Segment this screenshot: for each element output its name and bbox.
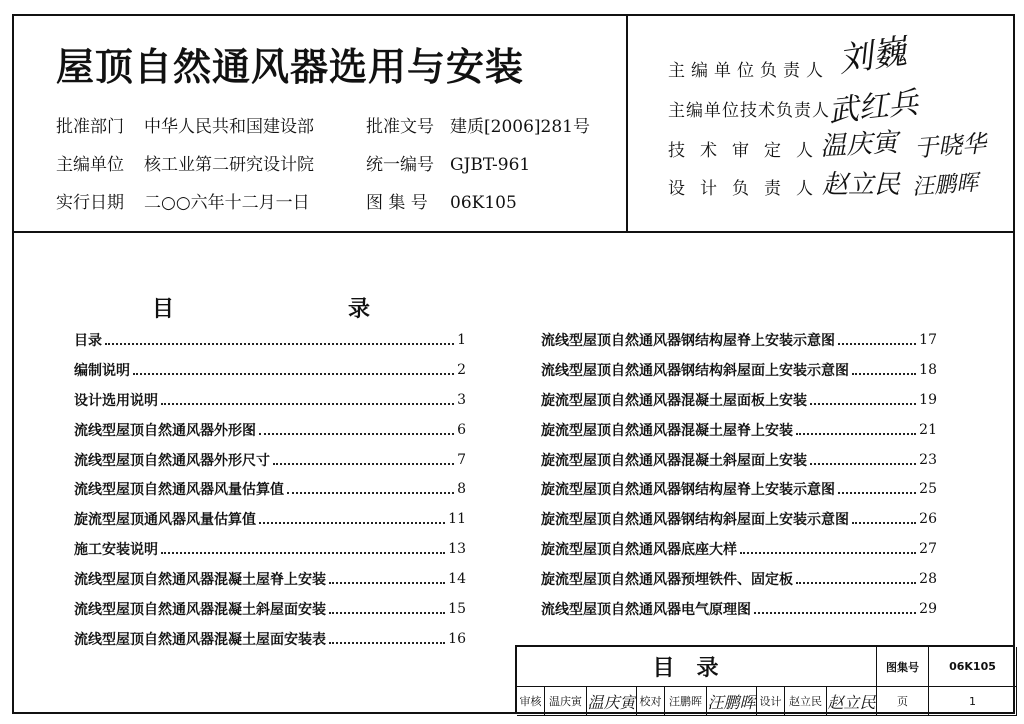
toc-leader-dots bbox=[273, 463, 454, 465]
info-label: 批准文号 bbox=[366, 117, 434, 137]
toc-item[interactable] bbox=[541, 445, 937, 475]
toc-leader-dots bbox=[810, 403, 916, 405]
toc-item[interactable] bbox=[74, 385, 466, 415]
toc-leader-dots bbox=[852, 373, 916, 375]
toc-leader-dots bbox=[105, 343, 454, 345]
toc-item-title: 流线型屋顶自然通风器混凝土屋面安装表 bbox=[74, 631, 326, 648]
toc-item-page: 8 bbox=[457, 481, 466, 498]
toc-item[interactable] bbox=[74, 415, 466, 445]
title-block-check-name: 汪鹏晖 bbox=[665, 687, 707, 716]
title-block-page-label: 页 bbox=[877, 687, 929, 716]
toc-item[interactable] bbox=[541, 534, 937, 564]
toc-item-title: 编制说明 bbox=[74, 362, 130, 379]
signature-role: 主编单位负责人 bbox=[668, 61, 829, 81]
title-block-review-name: 温庆寅 bbox=[545, 687, 587, 716]
handwritten-signature: 于晓华 bbox=[913, 129, 988, 163]
toc-item-page: 3 bbox=[457, 391, 466, 408]
toc-leader-dots bbox=[161, 552, 445, 554]
signature-row bbox=[668, 56, 829, 81]
toc-leader-dots bbox=[287, 492, 454, 494]
document-title: 屋顶自然通风器选用与安装 bbox=[56, 45, 525, 89]
title-block-design-label: 设计 bbox=[757, 687, 785, 716]
toc-item[interactable] bbox=[541, 385, 937, 415]
toc-item[interactable] bbox=[74, 564, 466, 594]
title-block-check-label: 校对 bbox=[637, 687, 665, 716]
toc-item[interactable] bbox=[74, 325, 466, 355]
toc-item-title: 流线型屋顶自然通风器混凝土斜屋面安装 bbox=[74, 601, 326, 618]
toc-item-title: 流线型屋顶自然通风器混凝土屋脊上安装 bbox=[74, 572, 326, 589]
toc-item-page: 7 bbox=[457, 451, 466, 468]
title-block-atlas-label: 图集号 bbox=[877, 647, 929, 687]
toc-leader-dots bbox=[740, 552, 916, 554]
toc-list-right bbox=[541, 325, 937, 624]
toc-leader-dots bbox=[754, 612, 916, 614]
signature-role: 主编单位技术负责人 bbox=[668, 101, 830, 121]
info-approval-dept bbox=[56, 112, 314, 137]
info-value: 二○○六年十二月一日 bbox=[144, 193, 310, 213]
title-block-drawing-title: 目录 bbox=[517, 647, 877, 687]
toc-item-page: 29 bbox=[919, 600, 937, 617]
handwritten-signature: 赵立民 bbox=[822, 170, 901, 200]
toc-item[interactable] bbox=[74, 474, 466, 504]
title-block-review-label: 审核 bbox=[517, 687, 545, 716]
signature-row bbox=[668, 96, 830, 121]
toc-leader-dots bbox=[838, 492, 916, 494]
info-label: 图 集 号 bbox=[366, 193, 428, 213]
toc-leader-dots bbox=[838, 343, 916, 345]
info-value: 06K105 bbox=[450, 193, 517, 213]
signature-role: 技术审定人 bbox=[668, 141, 828, 161]
toc-item-title: 旋流型屋顶自然通风器钢结构斜屋面上安装示意图 bbox=[541, 512, 849, 529]
toc-item[interactable] bbox=[541, 594, 937, 624]
signature-role: 设计负责人 bbox=[668, 179, 828, 199]
toc-heading-left: 目 bbox=[152, 296, 175, 322]
toc-leader-dots bbox=[161, 403, 454, 405]
toc-item-title: 流线型屋顶自然通风器钢结构斜屋面上安装示意图 bbox=[541, 362, 849, 379]
toc-leader-dots bbox=[259, 522, 445, 524]
toc-leader-dots bbox=[796, 433, 916, 435]
handwritten-signature: 温庆寅 bbox=[819, 127, 899, 163]
toc-item-title: 旋流型屋顶自然通风器底座大样 bbox=[541, 542, 737, 559]
toc-item[interactable] bbox=[74, 624, 466, 654]
title-block-check-signature: 汪鹏晖 bbox=[707, 687, 757, 716]
info-approval-doc-no bbox=[366, 112, 590, 137]
toc-item[interactable] bbox=[74, 355, 466, 385]
header-vertical-divider bbox=[626, 14, 628, 232]
toc-item[interactable] bbox=[541, 504, 937, 534]
title-block-design-signature: 赵立民 bbox=[827, 687, 877, 716]
toc-item[interactable] bbox=[541, 355, 937, 385]
toc-leader-dots bbox=[259, 433, 454, 435]
info-label: 统一编号 bbox=[366, 155, 434, 175]
toc-leader-dots bbox=[810, 463, 916, 465]
toc-item-page: 16 bbox=[448, 630, 466, 647]
title-block bbox=[515, 645, 1015, 714]
toc-item-page: 14 bbox=[448, 571, 466, 588]
toc-item-page: 28 bbox=[919, 571, 937, 588]
toc-leader-dots bbox=[133, 373, 454, 375]
toc-item-page: 21 bbox=[919, 421, 937, 438]
toc-item-page: 17 bbox=[919, 331, 937, 348]
toc-item-page: 13 bbox=[448, 541, 466, 558]
info-unified-no bbox=[366, 150, 530, 175]
toc-leader-dots bbox=[329, 642, 445, 644]
toc-item[interactable] bbox=[74, 534, 466, 564]
toc-item[interactable] bbox=[541, 325, 937, 355]
info-value: GJBT-961 bbox=[450, 155, 531, 175]
handwritten-signature: 武红兵 bbox=[826, 85, 920, 130]
toc-item-title: 流线型屋顶自然通风器风量估算值 bbox=[74, 482, 284, 499]
toc-item-page: 26 bbox=[919, 511, 937, 528]
info-value: 建质[2006]281号 bbox=[450, 117, 590, 137]
header-divider bbox=[12, 231, 1015, 233]
handwritten-signature: 刘巍 bbox=[836, 31, 909, 81]
signature-row bbox=[668, 174, 828, 199]
info-editor-unit bbox=[56, 150, 314, 175]
signature-row bbox=[668, 136, 828, 161]
toc-item-title: 流线型屋顶自然通风器外形图 bbox=[74, 422, 256, 439]
toc-item-page: 27 bbox=[919, 541, 937, 558]
toc-item-title: 流线型屋顶自然通风器电气原理图 bbox=[541, 601, 751, 618]
toc-item-title: 旋流型屋顶通风器风量估算值 bbox=[74, 512, 256, 529]
toc-item-title: 目录 bbox=[74, 332, 102, 349]
info-label: 主编单位 bbox=[56, 155, 124, 175]
toc-item-page: 23 bbox=[919, 451, 937, 468]
toc-item[interactable] bbox=[541, 415, 937, 445]
toc-item-title: 旋流型屋顶自然通风器预埋铁件、固定板 bbox=[541, 572, 793, 589]
info-value: 中华人民共和国建设部 bbox=[144, 117, 314, 137]
info-effective-date bbox=[56, 188, 310, 213]
title-block-atlas-value: 06K105 bbox=[929, 647, 1017, 687]
toc-item[interactable] bbox=[541, 474, 937, 504]
toc-item-page: 15 bbox=[448, 600, 466, 617]
toc-item[interactable] bbox=[74, 594, 466, 624]
info-atlas-no bbox=[366, 188, 517, 213]
toc-item[interactable] bbox=[74, 504, 466, 534]
title-block-design-name: 赵立民 bbox=[785, 687, 827, 716]
handwritten-signature: 汪鹏晖 bbox=[911, 170, 979, 201]
info-label: 实行日期 bbox=[56, 193, 124, 213]
toc-item-title: 设计选用说明 bbox=[74, 392, 158, 409]
toc-leader-dots bbox=[796, 582, 916, 584]
toc-item-title: 旋流型屋顶自然通风器混凝土屋面板上安装 bbox=[541, 392, 807, 409]
toc-item-page: 11 bbox=[448, 511, 466, 528]
toc-item-page: 18 bbox=[919, 361, 937, 378]
toc-item-page: 6 bbox=[457, 421, 466, 438]
info-value: 核工业第二研究设计院 bbox=[144, 155, 314, 175]
toc-list-left bbox=[74, 325, 466, 654]
toc-item-page: 25 bbox=[919, 481, 937, 498]
toc-item-title: 旋流型屋顶自然通风器混凝土屋脊上安装 bbox=[541, 422, 793, 439]
toc-item[interactable] bbox=[541, 564, 937, 594]
toc-item-title: 施工安装说明 bbox=[74, 542, 158, 559]
toc-leader-dots bbox=[329, 582, 445, 584]
title-block-review-signature: 温庆寅 bbox=[587, 687, 637, 716]
toc-leader-dots bbox=[329, 612, 445, 614]
toc-item-title: 流线型屋顶自然通风器钢结构屋脊上安装示意图 bbox=[541, 332, 835, 349]
toc-item-page: 19 bbox=[919, 391, 937, 408]
toc-item-page: 1 bbox=[457, 331, 466, 348]
toc-item-page: 2 bbox=[457, 361, 466, 378]
info-label: 批准部门 bbox=[56, 117, 124, 137]
toc-leader-dots bbox=[852, 522, 916, 524]
toc-item-title: 旋流型屋顶自然通风器钢结构屋脊上安装示意图 bbox=[541, 482, 835, 499]
title-block-page-value: 1 bbox=[929, 687, 1017, 716]
toc-item-title: 流线型屋顶自然通风器外形尺寸 bbox=[74, 452, 270, 469]
toc-item-title: 旋流型屋顶自然通风器混凝土斜屋面上安装 bbox=[541, 452, 807, 469]
toc-heading-right: 录 bbox=[348, 296, 371, 322]
toc-item[interactable] bbox=[74, 445, 466, 475]
